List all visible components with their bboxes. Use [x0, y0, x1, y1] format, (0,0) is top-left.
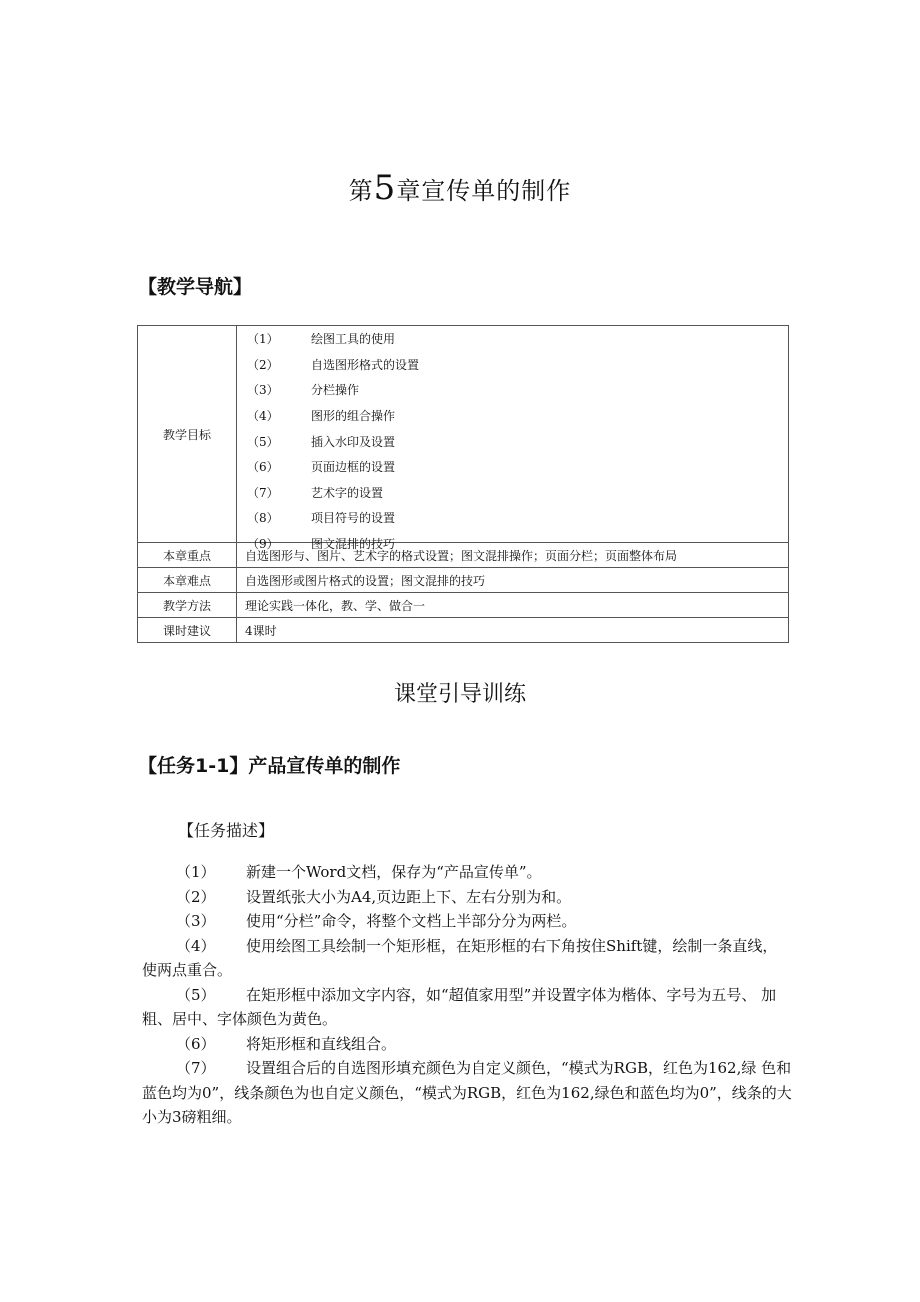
goal-number: （3）: [247, 383, 279, 398]
goal-number: （9）: [247, 537, 279, 552]
goal-item: [247, 403, 788, 429]
row-value: 自选图形与、图片、艺术字的格式设置；图文混排操作；页面分栏；页面整体布局: [237, 543, 789, 568]
row-value: 4课时: [237, 618, 789, 643]
chapter-prefix: 第: [348, 177, 374, 205]
teaching-nav-heading: 【教学导航】: [138, 276, 253, 298]
goal-text: 项目符号的设置: [311, 511, 396, 526]
row-value: 自选图形或图片格式的设置；图文混排的技巧: [237, 568, 789, 593]
goal-text: 绘图工具的使用: [311, 332, 396, 347]
goal-item: [247, 454, 788, 480]
task-steps: [142, 860, 792, 1130]
step-text: 使用“分栏”命令，将整个文档上半部分分为两栏。: [246, 912, 577, 930]
row-label: 本章难点: [138, 568, 237, 593]
goal-number: （4）: [247, 409, 279, 424]
goal-number: （5）: [247, 434, 279, 449]
step-text: 在矩形框中添加文字内容，如“超值家用型”并设置字体为楷体、字号为五号、 加粗、居中、字体颜色为黄色。: [142, 985, 777, 1028]
goals-list: [237, 326, 788, 552]
row-value: 理论实践一体化，教、学、做合一: [237, 593, 789, 618]
goal-item: [247, 480, 788, 506]
chapter-suffix: 章宣传单的制作: [396, 177, 572, 205]
goals-cell: [237, 326, 789, 552]
step-number: （5）: [176, 985, 216, 1004]
step-item: [142, 983, 792, 1032]
goal-number: （2）: [247, 357, 279, 372]
teaching-nav-table: [137, 325, 789, 643]
step-text: 使用绘图工具绘制一个矩形框，在矩形框的右下角按住Shift键，绘制一条直线， 使两点重合。: [142, 936, 778, 979]
step-number: （7）: [176, 1059, 216, 1077]
goal-item: [247, 326, 788, 352]
goals-row: [138, 326, 789, 543]
goal-text: 图文混排的技巧: [311, 537, 396, 552]
step-text: 将矩形框和直线组合。: [246, 1034, 397, 1053]
chapter-number: 5: [373, 168, 397, 208]
table-row: [138, 568, 789, 593]
row-label: 教学方法: [138, 593, 237, 618]
step-number: （4）: [176, 936, 216, 955]
step-item: [142, 1032, 792, 1057]
goal-number: （1）: [247, 332, 279, 347]
step-item: [142, 1056, 792, 1130]
goal-item: [247, 505, 788, 531]
chapter-title: [0, 168, 920, 208]
goal-text: 插入水印及设置: [311, 434, 396, 449]
step-item: [142, 885, 792, 910]
step-text: 设置纸张大小为A4,页边距上下、左右分别为和。: [246, 887, 572, 906]
goal-text: 艺术字的设置: [311, 485, 384, 500]
row-label: 本章重点: [138, 543, 237, 568]
step-number: （1）: [176, 863, 216, 881]
guide-heading: 课堂引导训练: [393, 682, 526, 707]
goal-item: [247, 428, 788, 454]
step-item: [142, 934, 792, 983]
goal-text: 自选图形格式的设置: [311, 357, 420, 372]
goal-item: [247, 377, 788, 403]
goal-text: 分栏操作: [311, 383, 360, 398]
row-label: 课时建议: [138, 618, 237, 643]
goal-number: （7）: [247, 485, 279, 500]
goal-text: 图形的组合操作: [311, 409, 396, 424]
table-row: [138, 593, 789, 618]
table-row: [138, 618, 789, 643]
goal-text: 页面边框的设置: [311, 460, 396, 475]
step-text: 新建一个Word文档，保存为“产品宣传单”。: [246, 863, 542, 881]
step-item: [142, 909, 792, 934]
goal-number: （6）: [247, 460, 279, 475]
step-text: 设置组合后的自选图形填充颜色为自定义颜色，“模式为RGB，红色为162,绿 色和蓝色均为0”，线条颜色为也自定义颜色，“模式为RGB，红色为162,绿色和蓝色均为0”，线条的大小为3磅粗细。: [142, 1059, 792, 1126]
task-heading: 【任务1-1】产品宣传单的制作: [138, 755, 401, 777]
step-number: （6）: [176, 1034, 216, 1053]
task-description-heading: 【任务描述】: [178, 821, 275, 840]
step-item: [142, 860, 792, 885]
goal-number: （8）: [247, 511, 279, 526]
step-number: （2）: [176, 887, 216, 906]
step-number: （3）: [176, 912, 216, 930]
goals-label: 教学目标: [138, 326, 237, 543]
goal-item: [247, 352, 788, 378]
table-row: [138, 543, 789, 568]
